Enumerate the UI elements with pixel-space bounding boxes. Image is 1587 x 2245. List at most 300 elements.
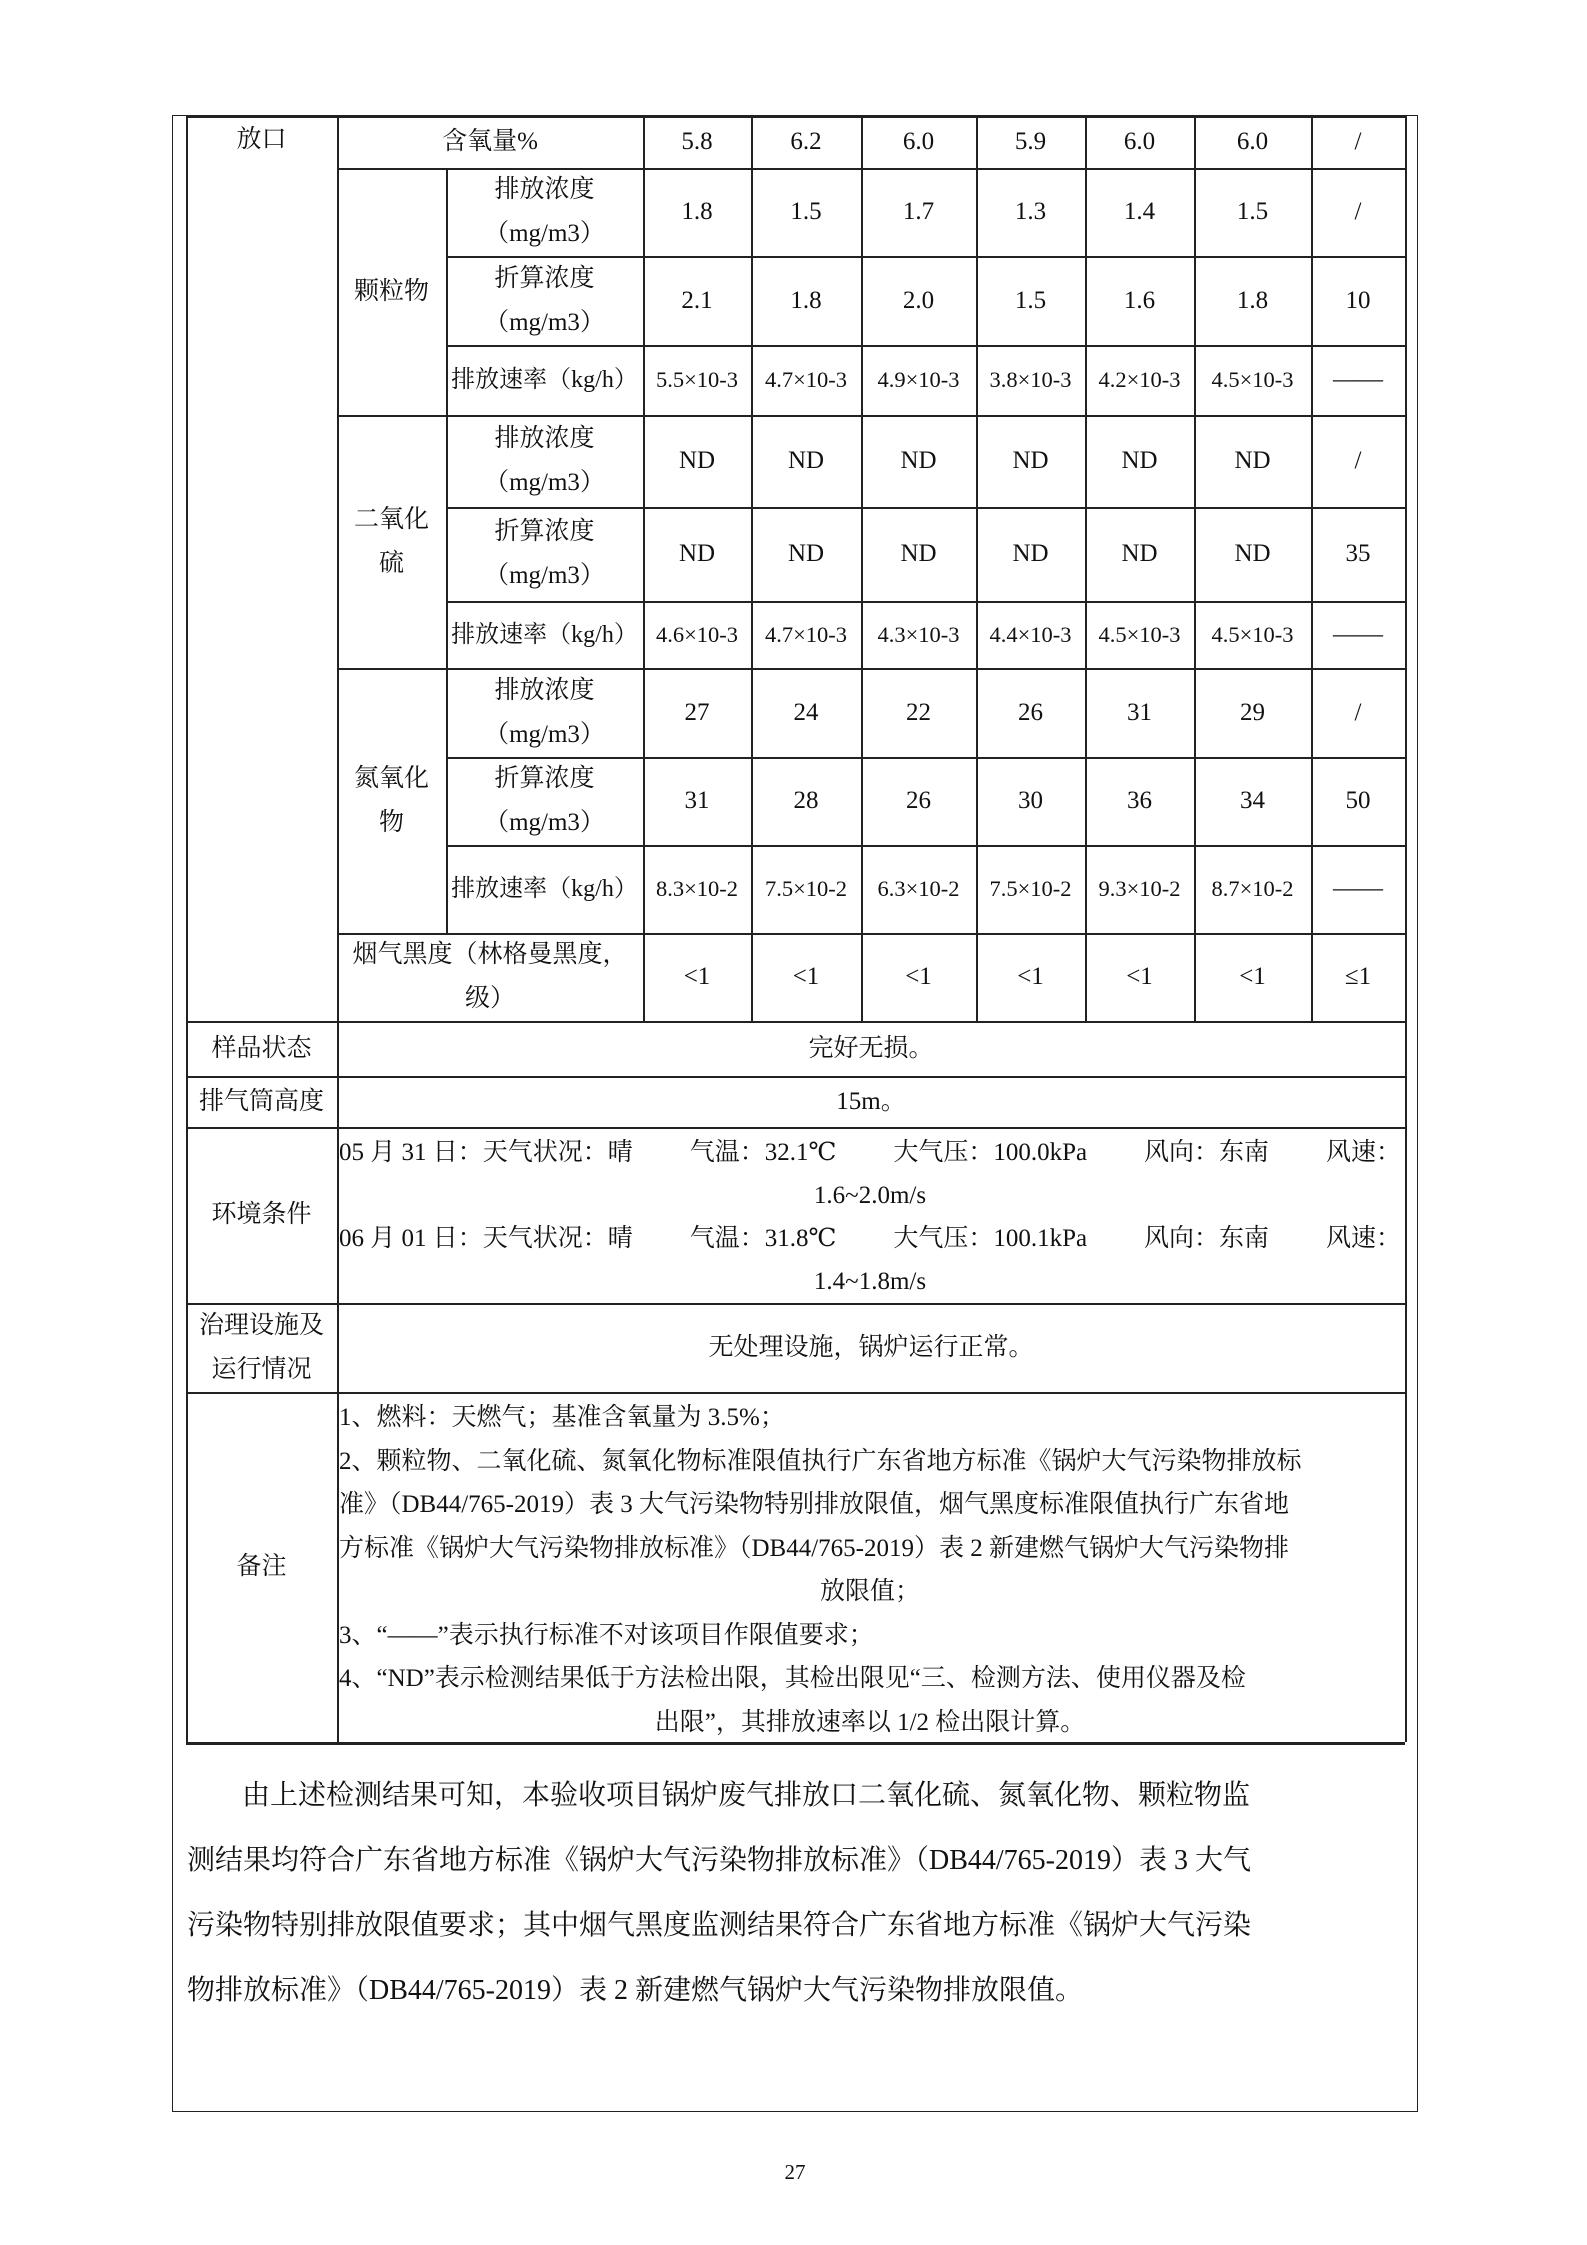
metric-value-line: 4.5×10-3 bbox=[1211, 621, 1294, 647]
metric-limit-text bbox=[1346, 532, 1371, 576]
remarks-list bbox=[339, 1396, 1401, 1744]
oxygen-limit-line: / bbox=[1354, 127, 1362, 155]
env-temp: 气温：31.8℃ bbox=[689, 1225, 837, 1252]
metric-label-line: （mg/m3） bbox=[484, 720, 605, 748]
metric-value bbox=[751, 415, 861, 507]
pollutant-name-line: 二氧化 bbox=[353, 505, 429, 533]
remarks-label bbox=[186, 1392, 337, 1742]
metric-value bbox=[976, 507, 1085, 601]
pollutant-name-line: 物 bbox=[378, 808, 404, 836]
sample-state-value-line: 完好无损。 bbox=[808, 1034, 934, 1062]
metric-value-line: 1.4 bbox=[1123, 198, 1156, 225]
treatment-label-text bbox=[199, 1304, 324, 1392]
metric-value bbox=[643, 168, 751, 256]
metric-value bbox=[1085, 601, 1194, 668]
treatment-value-line: 无处理设施，锅炉运行正常。 bbox=[708, 1333, 1034, 1361]
stack-height-value bbox=[337, 1076, 1405, 1127]
oxygen-label-line: 含氧量% bbox=[442, 127, 538, 155]
metric-value bbox=[643, 256, 751, 345]
metric-value bbox=[976, 845, 1085, 933]
metric-value-line: 7.5×10-2 bbox=[764, 876, 848, 901]
metric-label-line: 排放速率（kg/h） bbox=[451, 621, 638, 648]
metric-limit-line: —— bbox=[1333, 366, 1383, 393]
metric-value-line: 2.1 bbox=[681, 286, 713, 314]
env-wind-dir: 风向：东南 bbox=[1144, 1225, 1270, 1252]
stack-height-value-line: 15m。 bbox=[836, 1087, 906, 1115]
metric-value-text bbox=[877, 613, 959, 657]
pollutant-name bbox=[337, 415, 446, 668]
oxygen-value-line: 6.0 bbox=[902, 127, 935, 155]
metric-value-line: 1.8 bbox=[1236, 286, 1269, 314]
env-temp: 气温：32.1℃ bbox=[689, 1139, 837, 1166]
metric-limit bbox=[1311, 507, 1405, 601]
metric-value-line: ND bbox=[1234, 540, 1271, 567]
metric-label-text bbox=[451, 358, 638, 402]
treatment-value bbox=[337, 1303, 1405, 1392]
metric-value bbox=[1085, 507, 1194, 601]
metric-value-text bbox=[685, 779, 710, 823]
metric-value-line: 5.5×10-3 bbox=[655, 367, 739, 392]
metric-label bbox=[446, 415, 643, 507]
metric-label-line: 折算浓度 bbox=[494, 765, 595, 792]
metric-value-text bbox=[1012, 532, 1048, 576]
sample-state-value bbox=[337, 1021, 1405, 1076]
oxygen-value-line: 5.9 bbox=[1014, 127, 1047, 155]
environment-label-text bbox=[211, 1193, 311, 1237]
metric-value-line: ND bbox=[787, 540, 825, 567]
metric-label-text bbox=[484, 757, 605, 845]
smoke-value-text bbox=[905, 955, 932, 999]
metric-value-line: 4.3×10-3 bbox=[877, 621, 960, 647]
sample-state-value-text bbox=[808, 1027, 933, 1071]
metric-value-text bbox=[1098, 867, 1180, 911]
pollutant-name-line: 氮氧化 bbox=[353, 764, 429, 792]
pollutant-name-text bbox=[354, 270, 429, 314]
metric-value-text bbox=[790, 279, 821, 323]
oxygen-value-line: 5.8 bbox=[681, 127, 713, 155]
metric-value-text bbox=[1018, 779, 1043, 823]
metric-value bbox=[976, 757, 1085, 845]
oxygen-value-text bbox=[1237, 120, 1268, 164]
metric-label-line: （mg/m3） bbox=[484, 469, 605, 496]
pollutant-name-text bbox=[354, 498, 429, 586]
oxygen-value-text bbox=[1015, 120, 1046, 164]
metric-value-text bbox=[679, 439, 715, 483]
smoke-value bbox=[1194, 933, 1311, 1021]
metric-label bbox=[446, 256, 643, 345]
metric-label-line: （mg/m3） bbox=[484, 562, 605, 589]
metric-limit-text bbox=[1355, 439, 1362, 483]
metric-value-text bbox=[788, 532, 824, 576]
metric-label-text bbox=[484, 510, 605, 598]
metric-value-line: 1.7 bbox=[902, 198, 935, 225]
metric-value bbox=[976, 415, 1085, 507]
metric-value-text bbox=[656, 867, 738, 911]
smoke-value-line: <1 bbox=[1239, 963, 1266, 990]
environment-day-line bbox=[339, 1217, 1401, 1260]
treatment-label-line: 运行情况 bbox=[211, 1355, 312, 1383]
metric-value bbox=[1194, 168, 1311, 256]
smoke-value bbox=[1085, 933, 1194, 1021]
metric-value-text bbox=[877, 358, 959, 402]
smoke-label bbox=[337, 933, 643, 1021]
metric-value-line: 22 bbox=[906, 698, 931, 726]
metric-value-line: 26 bbox=[906, 787, 931, 814]
oxygen-value bbox=[861, 115, 976, 168]
metric-value-text bbox=[1240, 779, 1265, 823]
metric-value-text bbox=[656, 358, 738, 402]
metric-value bbox=[1085, 415, 1194, 507]
grid-line-vertical bbox=[1405, 115, 1407, 1742]
env-pressure: 大气压：100.0kPa bbox=[893, 1139, 1088, 1166]
conclusion-line: 物排放标准》（DB44/765-2019）表 2 新建燃气锅炉大气污染物排放限值。 bbox=[187, 1975, 1084, 2006]
metric-value bbox=[1194, 415, 1311, 507]
metric-value bbox=[861, 168, 976, 256]
metric-limit-line: —— bbox=[1333, 620, 1383, 648]
remark-line: 3、“——”表示执行标准不对该项目作限值要求； bbox=[339, 1621, 874, 1649]
smoke-label-text bbox=[352, 933, 627, 1021]
metric-value-line: 31 bbox=[1127, 698, 1152, 726]
metric-value-line: ND bbox=[900, 447, 937, 474]
smoke-value-line: <1 bbox=[1126, 963, 1153, 990]
env-wind-speed_label: 风速： bbox=[1325, 1139, 1401, 1166]
metric-label-line: 排放速率（kg/h） bbox=[451, 876, 638, 902]
metric-limit-text bbox=[1333, 358, 1383, 402]
metric-value-text bbox=[1127, 779, 1152, 823]
remark-line: 2、颗粒物、二氧化硫、氮氧化物标准限值执行广东省地方标准《锅炉大气污染物排放标 bbox=[339, 1447, 1302, 1475]
metric-value-line: 3.8×10-3 bbox=[989, 367, 1072, 392]
grid-line-horizontal bbox=[186, 1392, 1405, 1394]
metric-value-line: 4.2×10-3 bbox=[1098, 367, 1181, 392]
metric-value-line: 1.5 bbox=[1014, 286, 1047, 314]
environment-day-line bbox=[339, 1131, 1401, 1174]
metric-limit bbox=[1311, 345, 1405, 415]
metric-value-text bbox=[656, 613, 738, 657]
metric-value-line: 7.5×10-2 bbox=[989, 876, 1072, 901]
metric-label-text bbox=[484, 417, 605, 505]
metric-value bbox=[643, 507, 751, 601]
env-pressure: 大气压：100.1kPa bbox=[893, 1225, 1088, 1252]
metric-value bbox=[861, 757, 976, 845]
metric-value bbox=[1194, 845, 1311, 933]
metric-label-text bbox=[484, 669, 605, 757]
metric-value-line: 28 bbox=[793, 787, 819, 814]
oxygen-value bbox=[643, 115, 751, 168]
metric-value-line: 4.7×10-3 bbox=[764, 367, 848, 392]
metric-value-line: 31 bbox=[684, 787, 710, 814]
metric-value-text bbox=[1012, 439, 1048, 483]
metric-value-text bbox=[765, 358, 847, 402]
row-group-label-text bbox=[236, 118, 286, 162]
metric-value-line: 2.0 bbox=[902, 286, 935, 314]
metric-value-text bbox=[1240, 691, 1265, 735]
metric-limit bbox=[1311, 256, 1405, 345]
metric-value-line: 1.5 bbox=[1236, 198, 1269, 225]
metric-label-line: （mg/m3） bbox=[484, 308, 605, 336]
sample-state-label bbox=[186, 1021, 337, 1076]
oxygen-value-text bbox=[681, 120, 712, 164]
metric-value bbox=[976, 168, 1085, 256]
metric-label-text bbox=[451, 613, 638, 657]
metric-value-text bbox=[1098, 358, 1180, 402]
metric-limit-line: 35 bbox=[1345, 540, 1371, 567]
oxygen-label-text bbox=[442, 120, 538, 164]
smoke-value-text bbox=[1017, 955, 1044, 999]
conclusion-line: 污染物特别排放限值要求；其中烟气黑度监测结果符合广东省地方标准《锅炉大气污染 bbox=[187, 1910, 1252, 1941]
remarks-label-line: 备注 bbox=[236, 1553, 287, 1580]
smoke-value-text bbox=[793, 955, 820, 999]
metric-limit bbox=[1311, 415, 1405, 507]
metric-value-text bbox=[903, 190, 934, 234]
smoke-limit bbox=[1311, 933, 1405, 1021]
metric-value-text bbox=[1237, 279, 1268, 323]
remark-line: 4、“ND”表示检测结果低于方法检出限，其检出限见“三、检测方法、使用仪器及检 bbox=[339, 1665, 1246, 1692]
metric-value bbox=[1085, 845, 1194, 933]
row-group-label bbox=[186, 115, 337, 165]
smoke-limit-text bbox=[1345, 955, 1371, 999]
metric-value bbox=[1194, 757, 1311, 845]
metric-value-line: ND bbox=[1012, 540, 1049, 567]
metric-value-text bbox=[765, 613, 847, 657]
smoke-label-line: 级） bbox=[464, 985, 515, 1012]
metric-value bbox=[1194, 601, 1311, 668]
metric-value-text bbox=[681, 279, 712, 323]
metric-label-line: （mg/m3） bbox=[484, 809, 605, 836]
metric-value bbox=[1085, 256, 1194, 345]
smoke-value-text bbox=[684, 955, 711, 999]
metric-value bbox=[1085, 757, 1194, 845]
oxygen-value-line: 6.2 bbox=[790, 127, 822, 155]
metric-value-text bbox=[794, 779, 819, 823]
metric-value-text bbox=[679, 532, 715, 576]
environment-conditions bbox=[339, 1131, 1401, 1303]
metric-limit bbox=[1311, 757, 1405, 845]
metric-limit-text bbox=[1355, 190, 1362, 234]
oxygen-limit bbox=[1311, 115, 1405, 168]
metric-value-line: 24 bbox=[793, 698, 819, 726]
metric-value-text bbox=[1015, 279, 1046, 323]
metric-label-line: 排放浓度 bbox=[494, 176, 595, 203]
environment-label bbox=[186, 1127, 337, 1303]
oxygen-value bbox=[976, 115, 1085, 168]
metric-value-line: 4.5×10-3 bbox=[1211, 367, 1294, 392]
smoke-limit-line: ≤1 bbox=[1344, 963, 1372, 990]
metric-value bbox=[1085, 668, 1194, 757]
metric-value bbox=[976, 256, 1085, 345]
metric-value-line: ND bbox=[1012, 447, 1049, 474]
metric-label bbox=[446, 601, 643, 668]
metric-label bbox=[446, 668, 643, 757]
remark-line: 方标准《锅炉大气污染物排放标准》（DB44/765-2019）表 2 新建燃气锅炉大气污染物排 bbox=[339, 1534, 1290, 1562]
metric-value-text bbox=[900, 532, 936, 576]
metric-value bbox=[751, 601, 861, 668]
metric-value bbox=[1194, 345, 1311, 415]
env-date: 05 月 31 日：天气状况：晴 bbox=[339, 1139, 633, 1166]
remarks-label-text bbox=[236, 1545, 286, 1589]
smoke-value-text bbox=[1239, 955, 1266, 999]
metric-value-line: 4.4×10-3 bbox=[989, 621, 1072, 647]
metric-value-text bbox=[1127, 691, 1152, 735]
stack-height-label-text bbox=[199, 1080, 324, 1124]
metric-value-line: ND bbox=[1121, 540, 1158, 567]
smoke-value-text bbox=[1126, 955, 1153, 999]
metric-value-text bbox=[906, 691, 931, 735]
metric-value-text bbox=[1237, 190, 1268, 234]
metric-value-line: 27 bbox=[684, 698, 710, 726]
page-number: 27 bbox=[784, 2160, 806, 2184]
metric-value bbox=[861, 845, 976, 933]
pollutant-name bbox=[337, 168, 446, 415]
metric-value-line: ND bbox=[678, 447, 716, 474]
metric-value bbox=[861, 668, 976, 757]
metric-limit-text bbox=[1333, 867, 1383, 911]
metric-label-line: 排放浓度 bbox=[494, 425, 595, 452]
metric-value-text bbox=[1211, 358, 1293, 402]
metric-value bbox=[751, 845, 861, 933]
metric-value bbox=[1194, 256, 1311, 345]
metric-limit-line: / bbox=[1354, 447, 1362, 474]
metric-value-text bbox=[877, 867, 959, 911]
oxygen-value-text bbox=[790, 120, 821, 164]
metric-label-line: 排放速率（kg/h） bbox=[451, 367, 638, 393]
treatment-label bbox=[186, 1303, 337, 1392]
metric-value-text bbox=[1121, 532, 1157, 576]
metric-value-line: 34 bbox=[1240, 787, 1265, 814]
metric-limit-line: 50 bbox=[1345, 787, 1371, 814]
metric-value-line: 26 bbox=[1018, 698, 1043, 726]
smoke-value-line: <1 bbox=[683, 963, 711, 990]
metric-value-text bbox=[903, 279, 934, 323]
metric-value-line: 1.5 bbox=[790, 198, 822, 225]
metric-value-text bbox=[989, 867, 1071, 911]
metric-value-line: 6.3×10-2 bbox=[877, 876, 960, 901]
metric-value bbox=[643, 668, 751, 757]
metric-value-text bbox=[1015, 190, 1046, 234]
metric-value-text bbox=[681, 190, 712, 234]
metric-limit-line: / bbox=[1354, 198, 1362, 225]
metric-value-line: 8.3×10-2 bbox=[655, 876, 739, 901]
smoke-value-line: <1 bbox=[1017, 963, 1044, 990]
metric-label bbox=[446, 757, 643, 845]
metric-value-line: 4.5×10-3 bbox=[1098, 621, 1181, 647]
grid-line-horizontal bbox=[186, 1127, 1405, 1129]
remark-line: 出限”，其排放速率以 1/2 检出限计算。 bbox=[654, 1708, 1086, 1736]
smoke-value bbox=[861, 933, 976, 1021]
metric-limit-text bbox=[1333, 613, 1383, 657]
metric-limit bbox=[1311, 168, 1405, 256]
metric-value bbox=[1085, 168, 1194, 256]
metric-value bbox=[1194, 507, 1311, 601]
treatment-label-line: 治理设施及 bbox=[198, 1311, 324, 1339]
metric-label-text bbox=[484, 168, 605, 256]
metric-value-text bbox=[1018, 691, 1043, 735]
env-wind-speed: 1.4~1.8m/s bbox=[813, 1268, 927, 1295]
metric-value bbox=[751, 168, 861, 256]
metric-value bbox=[643, 845, 751, 933]
smoke-value bbox=[751, 933, 861, 1021]
oxygen-value-text bbox=[903, 120, 934, 164]
metric-value bbox=[861, 601, 976, 668]
metric-value bbox=[976, 345, 1085, 415]
stack-height-label-line: 排气筒高度 bbox=[198, 1087, 324, 1115]
metric-value-line: 1.6 bbox=[1123, 286, 1156, 314]
smoke-value-line: <1 bbox=[792, 963, 820, 990]
oxygen-value-text bbox=[1124, 120, 1155, 164]
metric-limit bbox=[1311, 845, 1405, 933]
metric-value-line: 9.3×10-2 bbox=[1098, 876, 1181, 901]
smoke-value-line: <1 bbox=[905, 963, 932, 990]
metric-value bbox=[643, 345, 751, 415]
metric-value-text bbox=[1211, 867, 1293, 911]
metric-label-line: 折算浓度 bbox=[494, 518, 595, 545]
sample-state-label-text bbox=[211, 1027, 311, 1071]
stack-height-value-text bbox=[836, 1080, 905, 1124]
metric-value-line: ND bbox=[1234, 447, 1271, 474]
metric-value bbox=[751, 345, 861, 415]
env-wind-speed_label: 风速： bbox=[1325, 1225, 1401, 1252]
metric-value bbox=[643, 601, 751, 668]
metric-value bbox=[751, 256, 861, 345]
conclusion-line: 测结果均符合广东省地方标准《锅炉大气污染物排放标准》（DB44/765-2019）表 3 大气 bbox=[187, 1845, 1252, 1876]
metric-label-text bbox=[484, 257, 605, 345]
metric-value bbox=[643, 757, 751, 845]
oxygen-value bbox=[751, 115, 861, 168]
metric-value bbox=[861, 415, 976, 507]
metric-value-text bbox=[1124, 190, 1155, 234]
oxygen-value-line: 6.0 bbox=[1123, 127, 1156, 155]
smoke-label-line: 烟气黑度（林格曼黑度， bbox=[352, 941, 628, 968]
metric-value-text bbox=[1124, 279, 1155, 323]
metric-value bbox=[861, 507, 976, 601]
metric-value-line: ND bbox=[787, 447, 825, 474]
metric-value-line: ND bbox=[678, 540, 716, 567]
oxygen-value bbox=[1085, 115, 1194, 168]
env-wind-speed: 1.6~2.0m/s bbox=[813, 1182, 927, 1209]
metric-value bbox=[751, 507, 861, 601]
metric-value bbox=[861, 345, 976, 415]
metric-label bbox=[446, 345, 643, 415]
smoke-value bbox=[643, 933, 751, 1021]
metric-value bbox=[751, 757, 861, 845]
metric-value-text bbox=[685, 691, 710, 735]
metric-limit-text bbox=[1346, 279, 1371, 323]
metric-value-text bbox=[1234, 532, 1270, 576]
metric-value-text bbox=[1121, 439, 1157, 483]
metric-value-text bbox=[765, 867, 847, 911]
smoke-value bbox=[976, 933, 1085, 1021]
metric-value-line: ND bbox=[1121, 447, 1158, 474]
oxygen-value-line: 6.0 bbox=[1236, 127, 1269, 155]
metric-value-text bbox=[906, 779, 931, 823]
pollutant-name bbox=[337, 668, 446, 933]
sample-state-label-line: 样品状态 bbox=[211, 1034, 312, 1062]
environment-label-line: 环境条件 bbox=[211, 1201, 312, 1228]
conclusion-line: 由上述检测结果可知，本验收项目锅炉废气排放口二氧化硫、氮氧化物、颗粒物监 bbox=[242, 1780, 1251, 1811]
metric-label-line: 折算浓度 bbox=[494, 264, 595, 292]
metric-limit-line: 10 bbox=[1345, 286, 1371, 314]
metric-label-line: 排放浓度 bbox=[494, 676, 595, 704]
metric-value-text bbox=[788, 439, 824, 483]
metric-label-line: （mg/m3） bbox=[484, 220, 605, 247]
metric-value bbox=[1194, 668, 1311, 757]
remark-line: 放限值； bbox=[819, 1578, 920, 1605]
metric-value-line: 30 bbox=[1018, 787, 1043, 814]
metric-value-line: 1.3 bbox=[1014, 198, 1047, 225]
env-date: 06 月 01 日：天气状况：晴 bbox=[339, 1225, 633, 1252]
env-wind-dir: 风向：东南 bbox=[1144, 1139, 1270, 1166]
pollutant-name-line: 颗粒物 bbox=[353, 277, 429, 305]
metric-value-text bbox=[989, 358, 1071, 402]
